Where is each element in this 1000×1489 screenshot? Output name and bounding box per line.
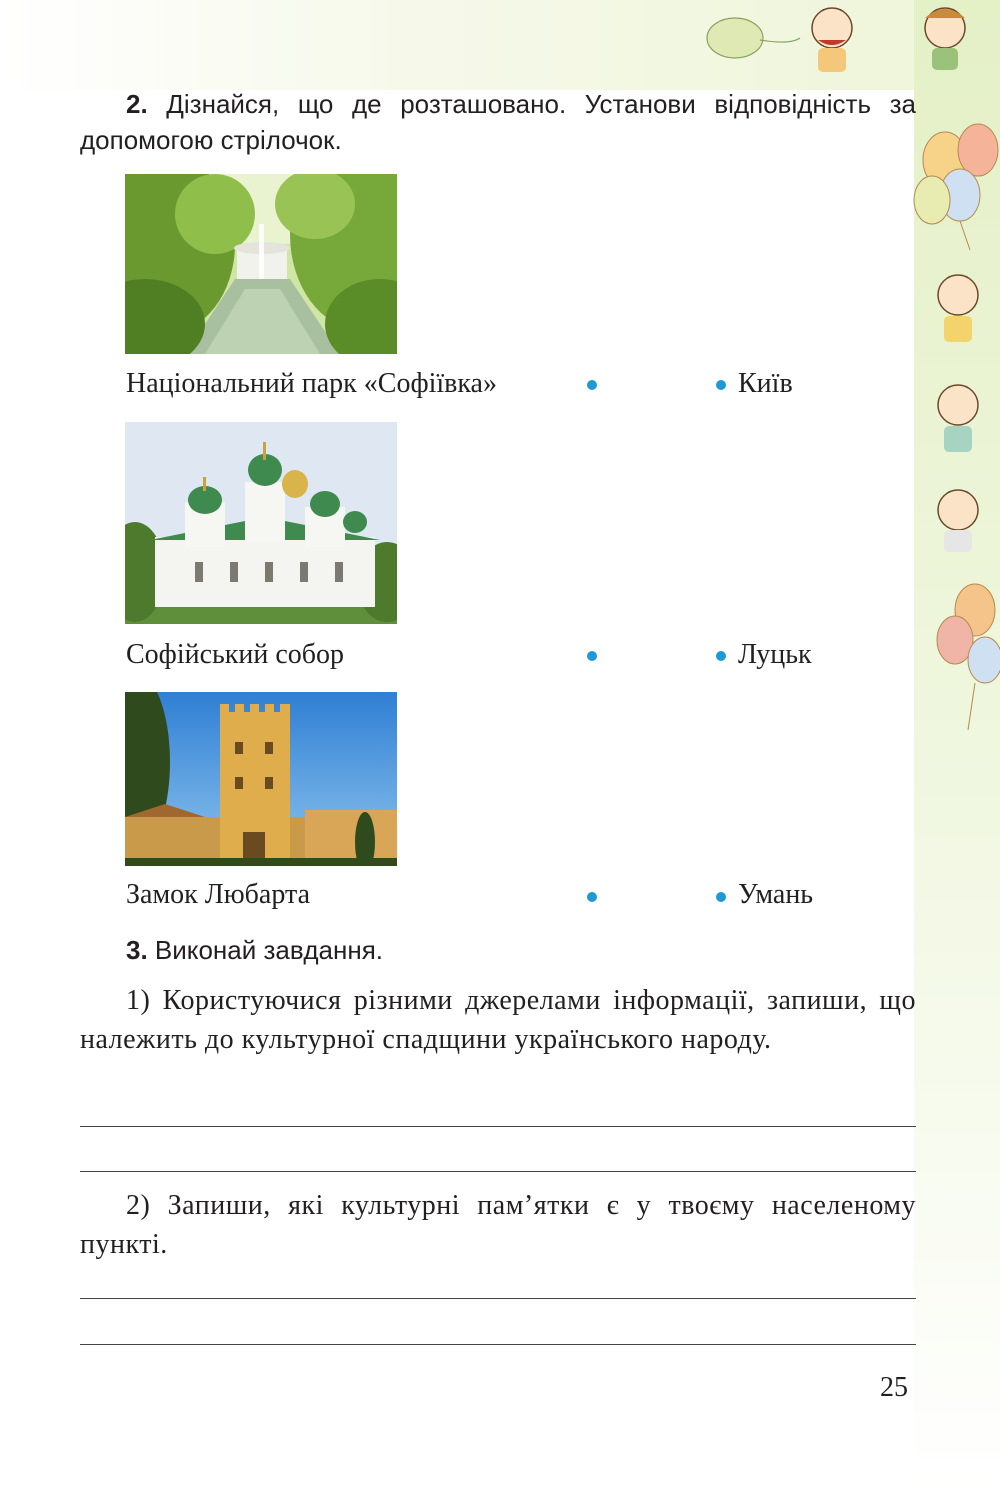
answer-line[interactable]: [80, 1126, 916, 1127]
kid-icon: [925, 8, 965, 70]
task-3-number: 3.: [126, 935, 148, 965]
kid-icon: [812, 8, 852, 72]
kid-icon: [938, 385, 978, 452]
kid-icon: [938, 490, 978, 552]
pair-3-label: Замок Любарта: [126, 879, 310, 910]
pair-1-right-dot[interactable]: [716, 380, 726, 390]
sofiyivka-park-photo: [125, 174, 397, 354]
lubart-castle-photo: [125, 692, 397, 866]
subtask-1-text: 1) Користуючися різними джерелами інформації, запиши, що належить до культурної спадщини українського народу.: [80, 985, 916, 1055]
balloon-icon: [914, 124, 998, 250]
pair-1-left-dot[interactable]: [587, 380, 597, 390]
st-sophia-cathedral-photo: [125, 422, 397, 624]
answer-line[interactable]: [80, 1344, 916, 1345]
pair-1-label: Національний парк «Софіївка»: [126, 368, 497, 399]
pair-1-city: Київ: [738, 368, 793, 399]
page-number: 25: [880, 1372, 908, 1403]
pair-2-left-dot[interactable]: [587, 651, 597, 661]
pair-2-city: Луцьк: [738, 639, 812, 670]
pair-2-right-dot[interactable]: [716, 651, 726, 661]
task-2-instruction: [80, 86, 916, 158]
task-2-text: Дізнайся, що де розташовано. Установи відповідність за допомогою стрілочок.: [80, 89, 916, 155]
pair-3-city: Умань: [738, 879, 814, 910]
pair-3-right-dot[interactable]: [716, 892, 726, 902]
kid-icon: [938, 275, 978, 342]
pair-3-left-dot[interactable]: [587, 892, 597, 902]
task-3-text: Виконай завдання.: [147, 935, 384, 965]
balloon-icon: [937, 584, 1000, 730]
answer-line[interactable]: [80, 1298, 916, 1299]
task-3-instruction: [126, 932, 383, 968]
subtask-2-text: 2) Запиши, які культурні пам’ятки є у твоєму населеному пункті.: [80, 1190, 916, 1260]
answer-line[interactable]: [80, 1171, 916, 1172]
task-2-number: 2.: [126, 89, 148, 119]
pair-2-label: Софійський собор: [126, 639, 345, 670]
balloon-icon: [707, 18, 800, 58]
